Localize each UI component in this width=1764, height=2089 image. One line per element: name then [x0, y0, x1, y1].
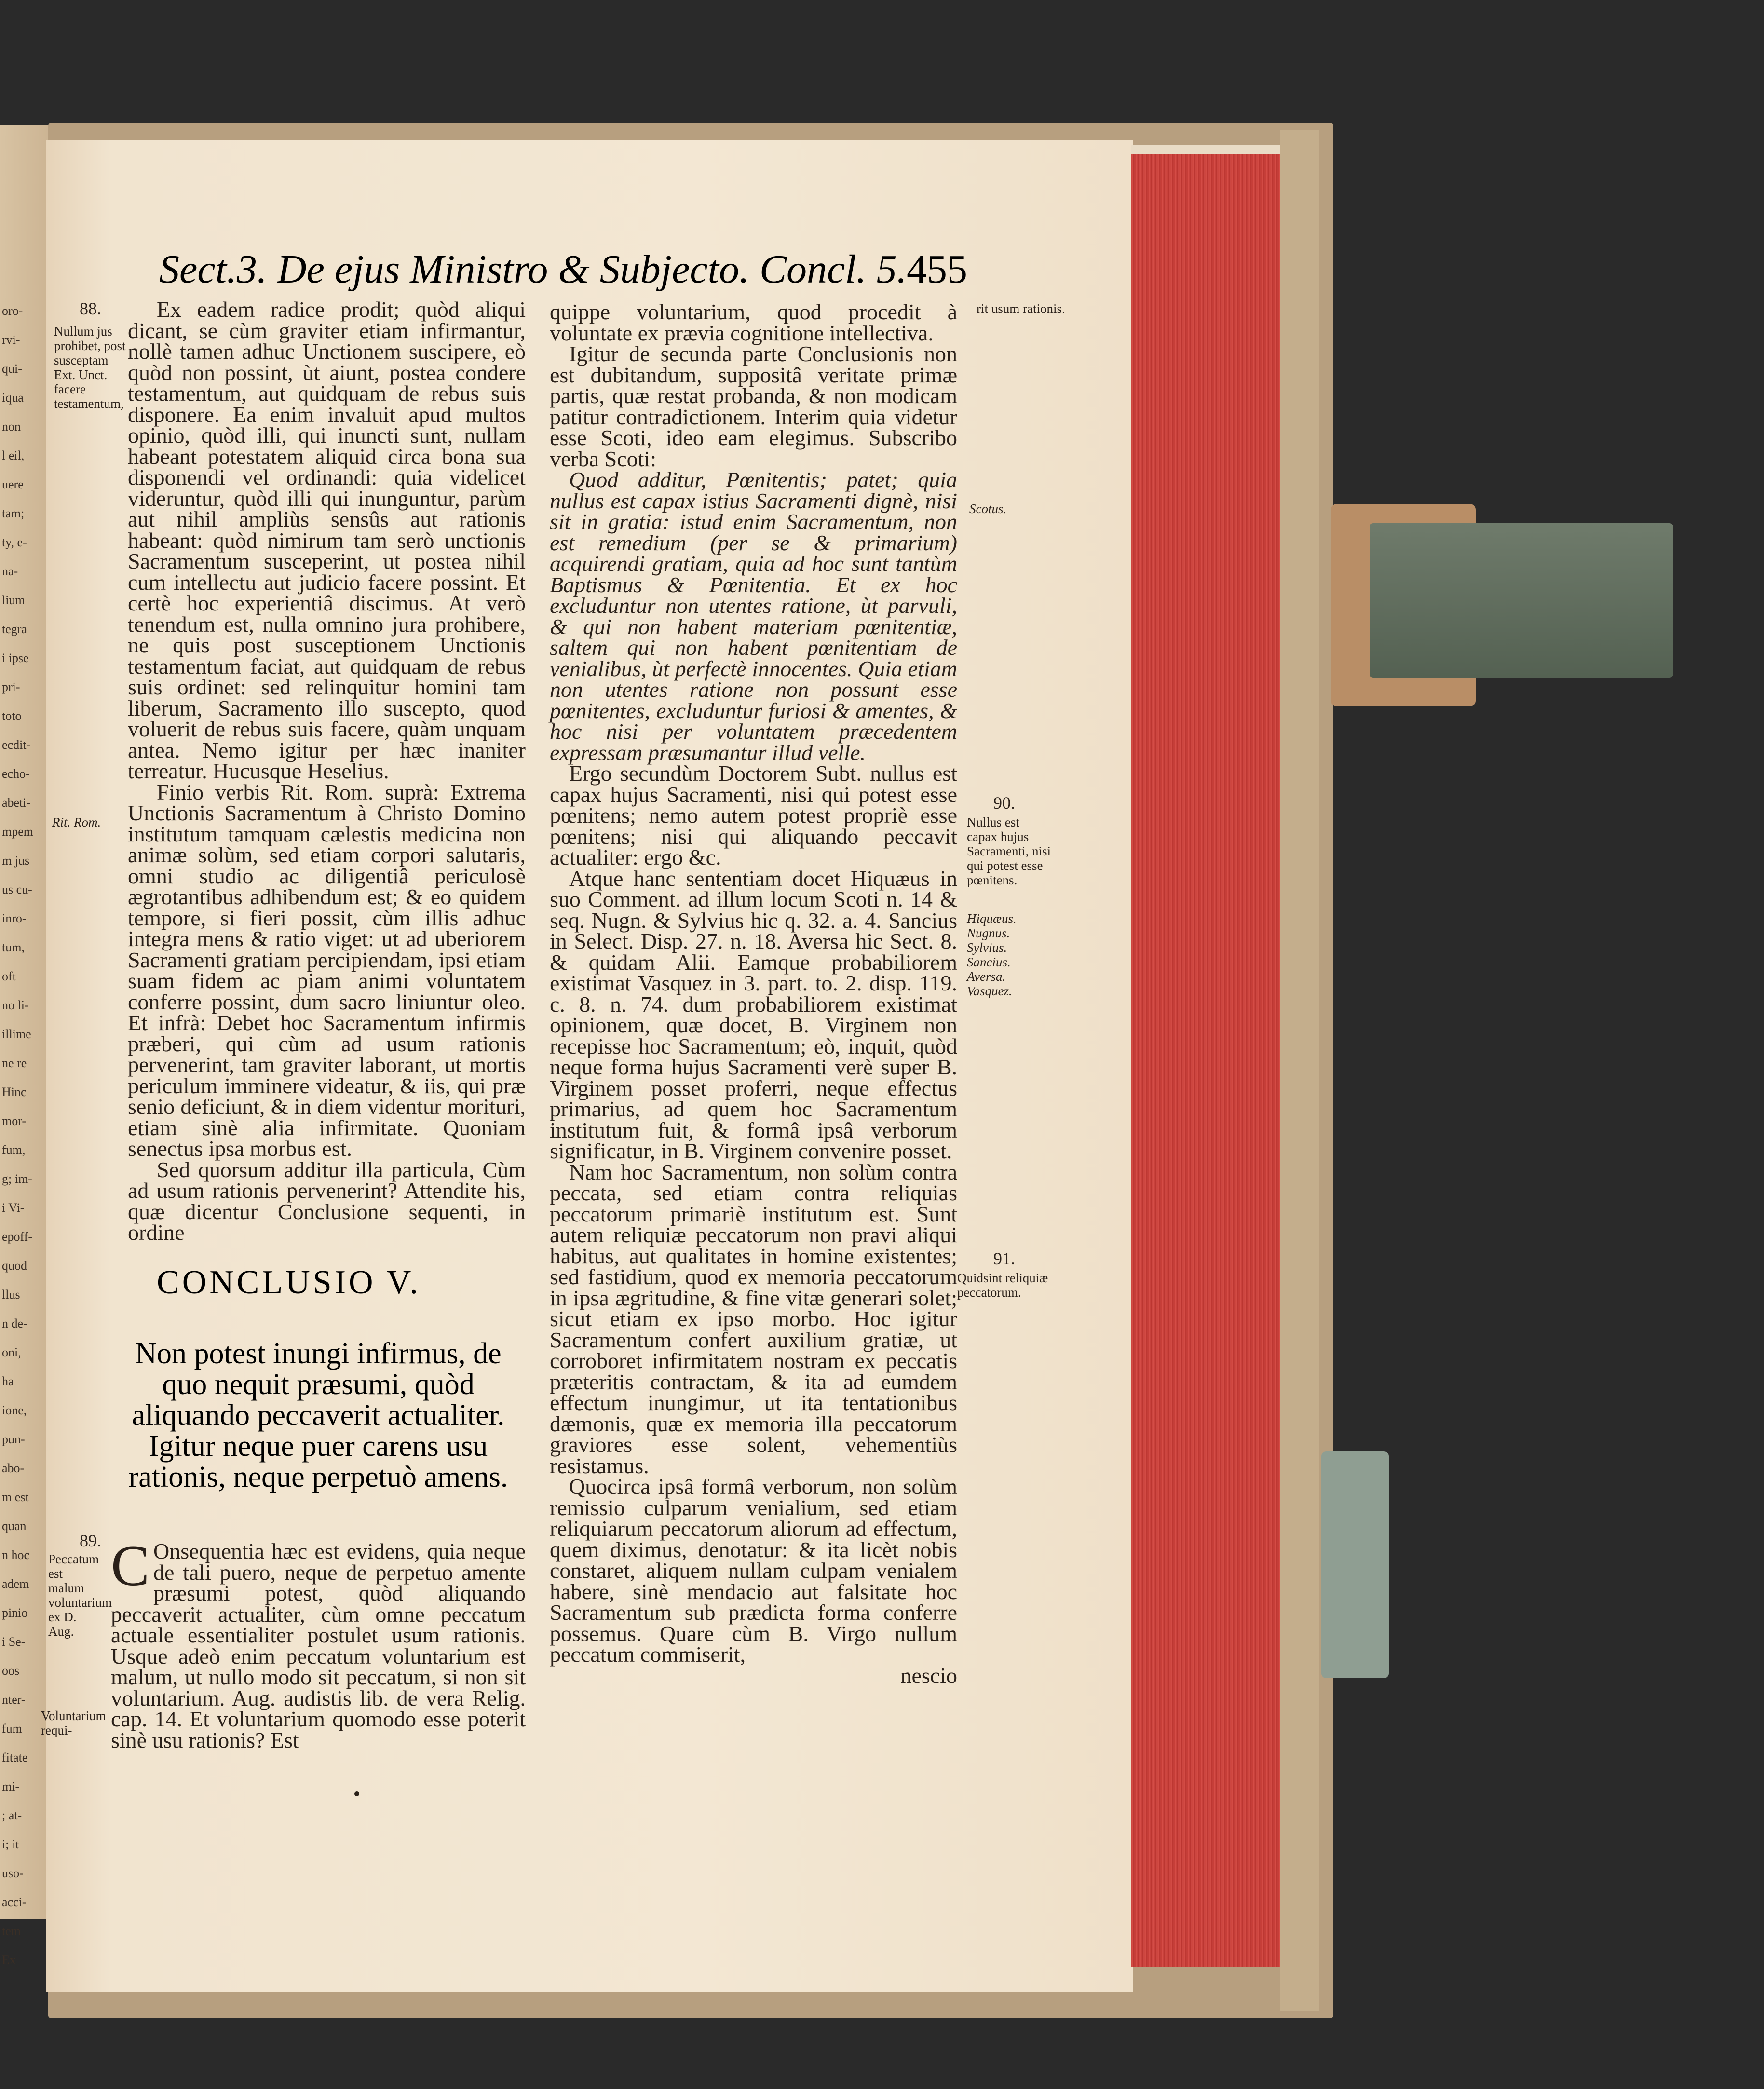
previous-page-fragment: illime — [2, 1027, 31, 1041]
previous-page-fragment: tum, — [2, 940, 25, 954]
previous-page-fragment: tam; — [2, 506, 25, 520]
previous-page-fragment: mor- — [2, 1114, 27, 1128]
marginal-note-authors: Hiquæus. Nugnus. Sylvius. Sancius. Aversa. Vasquez. — [967, 911, 1017, 998]
previous-page-fragment: acci- — [2, 1895, 27, 1909]
previous-page-fragment: i Vi- — [2, 1201, 25, 1215]
previous-page-fragment: fum — [2, 1722, 22, 1736]
previous-page-fragment: toto — [2, 709, 22, 723]
previous-page-fragment: uso- — [2, 1866, 24, 1880]
marginal-note-91: Quidsint reliquiæ peccatorum. — [957, 1271, 1048, 1300]
clasp-metal-plate — [1370, 523, 1673, 678]
left-column-text — [128, 299, 526, 1243]
conclusion-proof-text — [111, 1533, 526, 1752]
previous-page-fragment: mi- — [2, 1779, 20, 1793]
previous-page-fragment: Hinc — [2, 1085, 27, 1099]
previous-page-fragment: fum, — [2, 1143, 26, 1157]
marginal-note-89: Peccatum est malum voluntarium ex D. Aug. — [48, 1552, 112, 1639]
previous-page-fragment: l eil, — [2, 448, 25, 462]
previous-page-edge — [0, 125, 53, 1967]
previous-page-fragment: rvi- — [2, 333, 20, 347]
marginal-number-91: 91. — [993, 1249, 1015, 1268]
previous-page-fragment: non — [2, 420, 21, 434]
previous-page-fragment: ty, e- — [2, 535, 27, 549]
conclusion-statement: Non potest inungi infirmus, de quo nequit præsumi, quòd aliquando peccaverit actualiter. Igitur neque puer carens usu rationis, neque perpetuò amens. — [128, 1337, 508, 1493]
red-page-edges — [1131, 154, 1280, 1967]
paragraph: Sed quorsum additur illa particula, Cùm ad usum rationis pervenerint? Attendite his, quæ dicentur Conclusione sequenti, in ordine — [128, 1157, 526, 1245]
page-number: 455 — [907, 247, 967, 292]
drop-capital: C — [111, 1533, 150, 1598]
previous-page-fragment: n de- — [2, 1316, 27, 1330]
cover-board-edge — [1280, 130, 1319, 2011]
previous-page-fragment: m jus — [2, 854, 30, 868]
marginal-number-88: 88. — [80, 299, 101, 318]
previous-page-fragment: ; at- — [2, 1808, 22, 1822]
previous-page-fragment: oro- — [2, 304, 23, 318]
previous-page-fragment: tegra — [2, 622, 27, 636]
page-ornament-dot — [354, 1791, 359, 1796]
paragraph: quippe voluntarium, quod procedit à voluntate ex prævia cognitione intellectiva. — [550, 299, 957, 345]
previous-page-fragment: pri- — [2, 680, 20, 694]
previous-page-fragment: abo- — [2, 1461, 25, 1475]
previous-page-fragment: adem — [2, 1577, 29, 1591]
previous-page-fragment: qui- — [2, 362, 22, 376]
previous-page-fragment: na- — [2, 564, 18, 578]
previous-page-fragment: ecdit- — [2, 738, 31, 752]
previous-page-fragment: us cu- — [2, 882, 32, 896]
metal-clasp-lower — [1321, 1451, 1389, 1678]
previous-page-fragment: llus — [2, 1288, 20, 1302]
marginal-note-voluntarium: Voluntarium requi- — [41, 1709, 106, 1737]
previous-page-fragment: inro- — [2, 911, 27, 925]
previous-page-fragment: lium — [2, 593, 25, 607]
previous-page-fragment: nter- — [2, 1693, 26, 1707]
previous-page-fragment: n hoc — [2, 1548, 30, 1562]
previous-page-fragment: i ipse — [2, 651, 29, 665]
running-head: Sect.3. De ejus Ministro & Subjecto. Concl. 5. — [159, 247, 907, 292]
paragraph: Igitur de secunda parte Conclusionis non est dubitandum, suppositâ veritate primæ partis, quæ restat probanda, & non modicam patitur contradictionem. Interim quia videtur esse Scoti, ideo eam elegimus. Subscribo verba Scoti: — [550, 341, 957, 471]
paragraph: Ex eadem radice prodit; quòd aliqui dicant, se cùm graviter etiam infirmantur, nollè tamen adhuc Unctionem suscipere, eò quòd non possint, ùt aiunt, postea condere testamentum, aut quidquam de rebus suis disponere. Ea enim invaluit apud multos opinio, quòd illi, qui inuncti sunt, nullam habeant potestatem aliquid circa bona sua disponendi vel ordinandi: quia videlicet videruntur, quòd illi qui inunguntur, parùm aut nihil ampliùs sensûs aut rationis habeant: quòd nimirum tam serò unctionis Sacramentum susceperint, ut postea nihil cum intellectu aut judicio facere possint. Et certè hoc experientiâ discimus. At verò tenendum est, nulla omnino jura prohibere, ne quis post susceptionem Unctionis testamentum faciat, aut quidquam de rebus suis ordinet: sed relinquitur homini tam liberum, Sacramento illo suscepto, quod voluerit de rebus suis facere, quàm unquam antea. Nemo igitur per hæc inaniter terreatur. Hucusque Heselius. — [128, 297, 526, 783]
previous-page-fragment: oni, — [2, 1345, 21, 1359]
marginal-note-rit-rom: Rit. Rom. — [52, 815, 101, 829]
previous-page-fragment: i Se- — [2, 1635, 26, 1649]
paragraph: Atque hanc sententiam docet Hiquæus in suo Comment. ad illum locum Scoti n. 14 & seq. Nugn. & Sylvius hic q. 32. a. 4. Sancius in Select. Disp. 27. n. 18. Aversa hic Sect. 8. & quidam Alii. Eamque probabiliorem existimat Vasquez in 3. part. to. 2. disp. 119. c. 8. n. 74. dum probabiliorem existimat opinionem, quæ docet, B. Virginem non recepisse hoc Sacramentum; eò, inquit, quòd neque forma hujus Sacramenti verè super B. Virginem posset proferri, neque effectus primarius, ad quem hoc Sacramentum institutum fuit, & formâ ipsâ verborum significatur, in B. Virginem convenire posset. — [550, 866, 957, 1163]
previous-page-fragment: quod — [2, 1259, 27, 1273]
paragraph: Ergo secundùm Doctorem Subt. nullus est capax hujus Sacramenti, nisi qui potest esse pœnitens; nemo autem potest propriè esse pœnitens; nisi qui aliquando peccavit actualiter: ergo &c. — [550, 761, 957, 869]
previous-page-fragment: echo- — [2, 767, 30, 781]
previous-page-fragment: pun- — [2, 1432, 25, 1446]
previous-page-fragment: g; im- — [2, 1172, 32, 1186]
previous-page-fragment: pinio — [2, 1606, 28, 1620]
previous-page-fragment: m est — [2, 1490, 29, 1504]
previous-page-fragment: uere — [2, 477, 24, 491]
previous-page-fragment: oft — [2, 969, 16, 983]
previous-page-fragment: no li- — [2, 998, 29, 1012]
conclusion-heading: CONCLUSIO V. — [157, 1264, 421, 1301]
previous-page-fragment: mpem — [2, 825, 33, 839]
marginal-note-scotus: Scotus. — [969, 502, 1007, 516]
paragraph: Nam hoc Sacramentum, non solùm contra peccata, sed etiam contra reliquias peccatorum primariè institutum est. Sunt autem reliquiæ peccatorum non pravi aliqui habitus, aut qualitates in homine existentes; sed fastidium, quod ex memoria peccatorum in ipsa ægritudine, & fine vitæ generari solet; sicut etiam ex ipso morbo. Hoc igitur Sacramentum confert auxilium gratiæ, ut corroboret infirmitatem nostram ex peccatis præteritis contractam, & ita ad eumdem effectum inungimur, ut ita tentationibus dæmonis, quæ ex memoria illa peccatorum graviores esse solent, vehementiùs resistamus. — [550, 1159, 957, 1478]
right-column-text — [550, 301, 957, 1686]
previous-page-fragment: i; it — [2, 1837, 19, 1851]
previous-page-fragment: abeti- — [2, 796, 31, 810]
marginal-note-88: Nullum jus prohibet, post susceptam Ext. Unct. facere testamentum, — [54, 324, 126, 411]
paragraph: Finio verbis Rit. Rom. suprà: Extrema Unctionis Sacramentum à Christo Domino institutum tamquam cælestis medicina non animæ solùm, sed etiam corpori salutaris, omni studio ac diligentiâ periculosè ægrotantibus adhibendum est; & eo quidem tempore, si fieri possit, cùm illis adhuc integra mens & ratio viget: ut ad uberiorem Sacramenti gratiam percipiendam, ipsi etiam suam fidem ac piam animi voluntatem conferre possint, dum sacro liniuntur oleo. Et infrà: Debet hoc Sacramentum infirmis præberi, qui cùm ad usum rationis pervenerint, tam graviter laborant, ut mortis periculum imminere videatur, & iis, qui præ senio deficiunt, & in diem videntur morituri, etiam sinè alia infirmitate. Quoniam senectus ipsa morbus est. — [128, 779, 526, 1161]
previous-page-fragment: ha — [2, 1374, 14, 1388]
previous-page-fragment: fitate — [2, 1750, 28, 1764]
previous-page-fragment: oos — [2, 1664, 20, 1678]
paragraph: Quocirca ipsâ formâ verborum, non solùm remissio culparum venialium, sed etiam reliquiarum peccatorum aliorum ad effectum, quem diximus, denotatur: & ita licèt nobis constaret, aliquem nullam culpam venialem habere, sinè mendacio aut falsitate hoc Sacramentum sub prædicta forma conferre possemus. Quare cùm B. Virgo nullum peccatum commiserit, — [550, 1474, 957, 1667]
previous-page-fragment: Ex — [2, 1953, 16, 1967]
quotation: Quod additur, Pœnitentis; patet; quia nullus est capax istius Sacramenti dignè, nisi sit in gratia: istud enim Sacramentum, non est remedium (per se & primarium) acquirendi gratiam, quia ad hoc sunt tantùm Baptismus & Pœnitentia. Et ex hoc excluduntur non utentes ratione, ùt parvuli, & qui non habent materiam pœnitentiæ, saltem qui non habent pœnitentiam de venialibus, ùt perfectè innocentes. Quia etiam non utentes ratione non possunt esse pœnitentes, excluduntur furiosi & amentes, & hoc nisi per voluntatem præcedentem expressam præsumantur illud velle. — [550, 467, 957, 765]
previous-page-fragment: iqua — [2, 391, 24, 405]
metal-clasp-upper — [1331, 504, 1673, 706]
previous-page-fragment: quan — [2, 1519, 27, 1533]
marginal-note-top-right: rit usum rationis. — [977, 301, 1065, 316]
previous-page-fragment: epoff- — [2, 1230, 33, 1244]
paragraph: Onsequentia hæc est evidens, quia neque de tali puero, neque de perpetuo amente præsumi potest, quòd aliquando peccaverit actualiter, cùm omne peccatum actuale essentialiter postulet usum rationis. Usque adeò enim peccatum voluntarium est malum, ut nullo modo sit peccatum, si non sit voluntarium. Aug. audistis lib. de vera Relig. cap. 14. Et voluntarium quomodo esse poterit sinè usu rationis? Est — [111, 1539, 526, 1752]
catchword: nescio — [900, 1663, 957, 1688]
previous-page-fragment: tem — [2, 1924, 21, 1938]
previous-page-fragment: ione, — [2, 1403, 27, 1417]
marginal-number-89: 89. — [80, 1531, 101, 1550]
marginal-number-90: 90. — [993, 793, 1015, 813]
marginal-note-90: Nullus est capax hujus Sacramenti, nisi qui potest esse pœnitens. — [967, 815, 1051, 887]
previous-page-fragment: ne re — [2, 1056, 27, 1070]
